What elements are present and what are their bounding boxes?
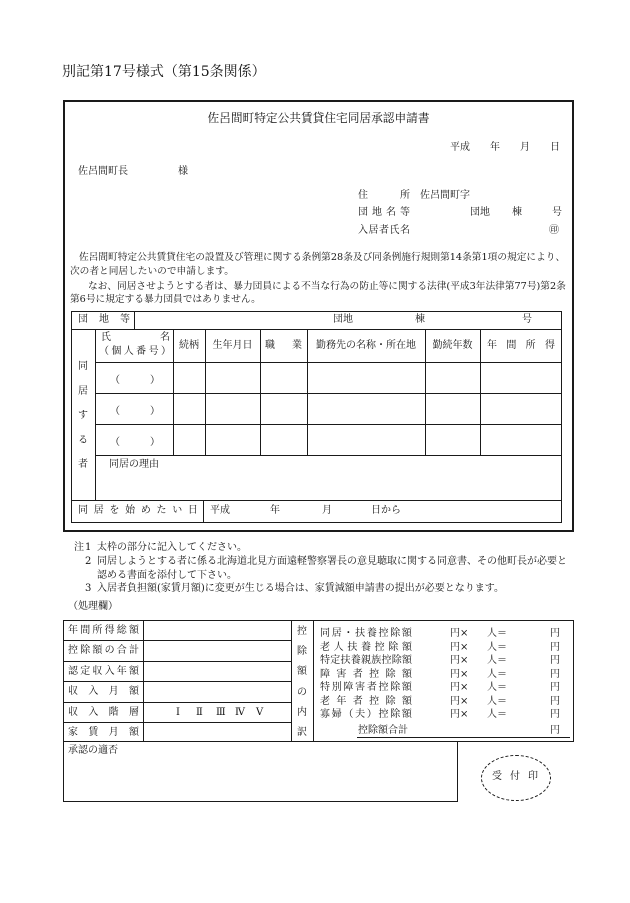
label-glyph: 認 [68,666,78,677]
label-glyph: 者 [379,225,389,236]
deduction-sum-label [68,645,139,657]
label-glyph: 控 [378,628,389,639]
label-glyph: 氏 [101,332,111,343]
label-glyph: 控 [378,682,389,693]
col-workplace: 勤務先の名称・所在地 [316,339,416,351]
label-glyph: 印 [528,771,538,782]
cohabitant-number-field: （ ） [110,406,160,417]
label-glyph: 障 [320,669,330,680]
deduction-total-underline [357,737,570,738]
deduction-persons: 人＝ [487,669,507,680]
label-glyph: 額 [128,625,139,636]
deduction-rate: 円× [450,655,469,666]
label-glyph: 額 [297,666,307,678]
danchi-label [358,207,410,219]
label-glyph: 老 [320,696,330,707]
start-date-year: 年 [270,505,280,516]
label-glyph: 者 [352,669,363,680]
label-glyph: 族 [371,655,382,666]
label-glyph: 合 [116,645,127,656]
label-glyph: の [104,645,115,656]
note-number: 2 [85,556,92,567]
note-text: 太枠の部分に記入してください。 [97,542,247,553]
label-glyph: る [78,434,88,446]
deduction-rate: 円× [450,628,469,639]
table-rule [63,640,291,641]
label-glyph: 居 [368,225,379,236]
label-glyph: 控 [369,696,380,707]
col-my-number [99,346,171,358]
label-glyph: 収 [68,707,78,718]
label-glyph: 控 [381,655,392,666]
deduction-label [320,696,412,708]
label-glyph: た [156,505,167,516]
note-text: 入居者負担額(家賃月額)に変更が生じる場合は、家賃減額申請書の提出が必要となります。 [97,583,505,594]
label-glyph: 別 [331,682,342,693]
label-glyph: 定 [80,666,91,677]
label-glyph: 特 [320,682,330,693]
label-glyph: 者 [78,459,88,470]
label-glyph: 氏 [389,225,400,236]
table-rule [95,455,561,456]
label-glyph: 除 [390,628,401,639]
label-glyph: 額 [401,709,412,720]
col-years-employed: 勤続年数 [432,339,473,351]
label-glyph: 名 [160,332,170,343]
label-glyph: 控 [374,642,385,653]
deduction-persons: 人＝ [487,655,507,666]
monthly-income-label [68,686,139,698]
start-date-era: 平成 [210,505,230,516]
label-glyph: 付 [510,771,520,782]
label-glyph: い [172,505,183,516]
certified-income-label [68,666,139,678]
deduction-amount: 円 [550,642,560,653]
label-glyph: 始 [125,505,136,516]
processing-section-label: （処理欄） [68,601,118,612]
deduction-rate: 円× [450,682,469,693]
label-glyph: 控 [369,669,380,680]
label-glyph: ） [160,346,171,357]
label-glyph: 同 [78,361,88,372]
label-glyph: 同 [78,505,88,516]
label-glyph: 扶 [347,642,358,653]
deduction-amount: 円 [550,628,560,639]
label-glyph: 居 [331,628,342,639]
label-glyph: 等 [400,207,410,218]
label-glyph: 収 [92,666,103,677]
label-glyph: 月 [108,727,119,738]
statement-line: 佐呂間町特定公共賃貸住宅の設置及び管理に関する条例第28条及び同条例施行規則第14条第1項の規定により、 [79,252,566,263]
col-occupation [265,340,302,352]
label-glyph: 扶 [355,628,366,639]
label-glyph: 賃 [88,727,99,738]
label-glyph: 養 [350,655,361,666]
label-glyph: 内 [297,706,307,718]
label-glyph: ・ [343,628,354,639]
label-glyph: 階 [108,707,119,718]
deduction-breakdown-label [291,626,313,739]
approval-label: 承認の適否 [68,745,118,756]
submission-date: 平成 年 月 日 [450,142,560,153]
label-glyph: 寡 [320,709,330,720]
label-glyph: 地 [372,207,382,218]
label-glyph: 団 [78,314,88,325]
label-glyph: 者 [352,696,363,707]
approval-box [63,741,458,802]
deduction-persons: 人＝ [487,628,507,639]
col-annual-income [487,340,555,352]
table-rule [71,500,561,501]
label-glyph: （ [343,709,354,720]
deduction-amount: 円 [550,696,560,707]
label-glyph: 額 [401,628,412,639]
table-gou-unit: 号 [522,314,532,325]
monthly-rent-label [68,727,139,739]
deduction-label [320,628,412,640]
table-rule [260,329,261,455]
table-rule [313,620,314,742]
label-glyph: 親 [361,655,371,666]
table-rule [143,620,144,742]
label-glyph: 家 [68,727,78,738]
label-glyph: 特 [320,655,330,666]
note-number: 3 [85,583,92,594]
income-bracket-level: Ⅴ [256,707,264,718]
label-glyph: 額 [401,642,412,653]
label-glyph: 額 [401,696,412,707]
label-glyph: 番 [136,346,147,357]
danchi-unit: 団地 [470,207,490,218]
label-glyph: 婦 [331,709,342,720]
deduction-amount: 円 [550,669,560,680]
label-glyph: 個 [111,346,122,357]
income-bracket-level: Ⅰ [176,707,180,718]
label-glyph: 年 [116,666,127,677]
income-bracket-level: Ⅲ [216,707,226,718]
annual-income-total-label [68,625,139,637]
label-glyph: 除 [385,696,396,707]
label-glyph: 除 [391,655,402,666]
start-date-month: 月 [322,505,332,516]
label-glyph: 収 [68,686,78,697]
label-glyph: 除 [385,669,396,680]
label-glyph: 地 [99,314,109,325]
col-relation: 続柄 [179,339,199,351]
label-glyph: 人 [333,642,344,653]
label-glyph: 控 [297,626,307,637]
label-glyph: 業 [292,340,302,351]
table-danchi-label [78,314,130,326]
deduction-persons: 人＝ [487,682,507,693]
label-glyph: 所 [525,340,536,351]
label-glyph: 入 [358,225,368,236]
label-glyph: 受 [492,771,502,782]
label-glyph: 人 [123,346,134,357]
reason-label: 同居の理由 [109,459,159,470]
label-glyph: 職 [265,340,275,351]
table-rule [95,393,561,394]
label-glyph: 額 [128,727,139,738]
address-label [358,190,410,202]
label-glyph: 年 [487,340,497,351]
label-glyph: 障 [343,682,354,693]
label-glyph: 計 [128,645,139,656]
label-glyph: の [297,686,307,698]
deduction-label [320,682,412,694]
label-glyph: め [140,505,151,516]
label-glyph: 額 [401,682,412,693]
label-glyph: 住 [358,190,368,201]
form-title: 佐呂間町特定公共賃貸住宅同居承認申請書 [207,111,430,125]
label-glyph: 所 [400,190,410,201]
label-glyph: 得 [544,340,555,351]
label-glyph: 夫 [355,709,366,720]
label-glyph: 同 [320,628,330,639]
deduction-amount: 円 [550,709,560,720]
addressee-name: 佐呂間町長 [78,166,128,177]
table-rule [95,424,561,425]
label-glyph: 害 [336,669,347,680]
start-date-label [78,505,198,517]
label-glyph: 除 [297,646,307,658]
label-glyph: 額 [401,669,412,680]
addressee-honorific: 様 [178,166,188,177]
label-glyph: 養 [360,642,371,653]
deduction-label [320,669,412,681]
cohabitant-number-field: （ ） [110,437,160,448]
deduction-rate: 円× [450,696,469,707]
table-rule [63,702,291,703]
deduction-label [320,642,412,654]
notes-prefix: 注 [74,542,84,553]
label-glyph: 入 [88,707,99,718]
deduction-rate: 円× [450,709,469,720]
label-glyph: 除 [390,682,401,693]
label-glyph: 除 [80,645,91,656]
label-glyph: 訳 [297,726,307,738]
label-glyph: 入 [104,666,115,677]
declaration-line: 第6号に規定する暴力団員ではありません。 [70,294,261,305]
deduction-total-unit: 円 [550,725,560,736]
deduction-persons: 人＝ [487,642,507,653]
label-glyph: 老 [320,642,330,653]
label-glyph: 定 [330,655,341,666]
label-glyph: 養 [366,628,377,639]
income-bracket-label [68,707,139,719]
label-glyph: 年 [336,696,347,707]
table-rule [203,500,204,522]
table-rule [63,722,291,723]
label-glyph: 号 [148,346,159,357]
label-glyph: 名 [386,207,396,218]
label-glyph: 除 [388,642,399,653]
note-text: 同居しようとする者に係る北海道北見方面遠軽警察署長の意見聴取に関する同意書、その他町長が必要と [97,556,567,567]
label-glyph: 額 [92,645,103,656]
start-date-day: 日から [371,505,401,516]
address-value: 佐呂間町字 [420,190,470,201]
statement-line: 次の者と同居したいので申請します。 [70,266,234,277]
label-glyph: 者 [366,682,377,693]
label-glyph: 名 [400,225,410,236]
label-glyph: す [78,410,88,421]
label-glyph: 除 [390,709,401,720]
deduction-label [320,655,412,667]
cohabitant-number-field: （ ） [110,375,160,386]
label-glyph: 日 [187,505,198,516]
label-glyph: ） [366,709,377,720]
label-glyph: 年 [68,625,78,636]
label-glyph: 総 [116,625,127,636]
deduction-persons: 人＝ [487,709,507,720]
note-number: 1 [85,542,92,553]
cohabitant-group-label [71,361,95,471]
label-glyph: 額 [402,655,412,666]
label-glyph: 所 [92,625,103,636]
gou-unit: 号 [552,207,562,218]
label-glyph: 額 [128,686,139,697]
label-glyph: 間 [80,625,91,636]
col-birthdate: 生年月日 [212,339,253,351]
table-rule [134,311,135,329]
label-glyph: 等 [120,314,130,325]
deduction-amount: 円 [550,682,560,693]
form-number: 別記第17号様式（第15条関係） [62,64,266,80]
note-text: 認める書面を添付して下さい。 [97,570,237,581]
deduction-label [320,709,412,721]
label-glyph: 額 [128,666,139,677]
reception-stamp-label [492,771,538,783]
label-glyph: を [109,505,120,516]
table-rule [63,661,291,662]
income-bracket-level: Ⅱ [196,707,203,718]
seal-mark: ㊞ [549,225,559,236]
table-rule [63,681,291,682]
label-glyph: 扶 [340,655,351,666]
income-bracket-level: Ⅳ [235,707,245,718]
label-glyph: 居 [93,505,104,516]
deduction-rate: 円× [450,669,469,680]
table-rule [95,329,96,500]
label-glyph: （ [99,346,109,357]
resident-name-label [358,225,410,237]
label-glyph: 団 [358,207,368,218]
label-glyph: 層 [128,707,139,718]
label-glyph: 居 [78,385,88,397]
deduction-amount: 円 [550,655,560,666]
table-tou-unit: 棟 [415,314,425,325]
label-glyph: 控 [378,709,389,720]
label-glyph: 控 [68,645,78,656]
label-glyph: 月 [108,686,119,697]
deduction-rate: 円× [450,642,469,653]
declaration-line: なお、同居させようとする者は、暴力団員による不当な行為の防止等に関する法律(平成3年法律第77号)第2条 [88,281,566,292]
table-rule [95,362,561,363]
tou-unit: 棟 [512,207,522,218]
label-glyph: 得 [104,625,115,636]
table-rule [480,329,481,455]
deduction-persons: 人＝ [487,696,507,707]
label-glyph: 害 [355,682,366,693]
deduction-total-label: 控除額合計 [358,725,408,736]
col-name [101,332,170,344]
label-glyph: 入 [88,686,99,697]
label-glyph: 間 [506,340,517,351]
table-danchi-unit: 団地 [333,314,353,325]
